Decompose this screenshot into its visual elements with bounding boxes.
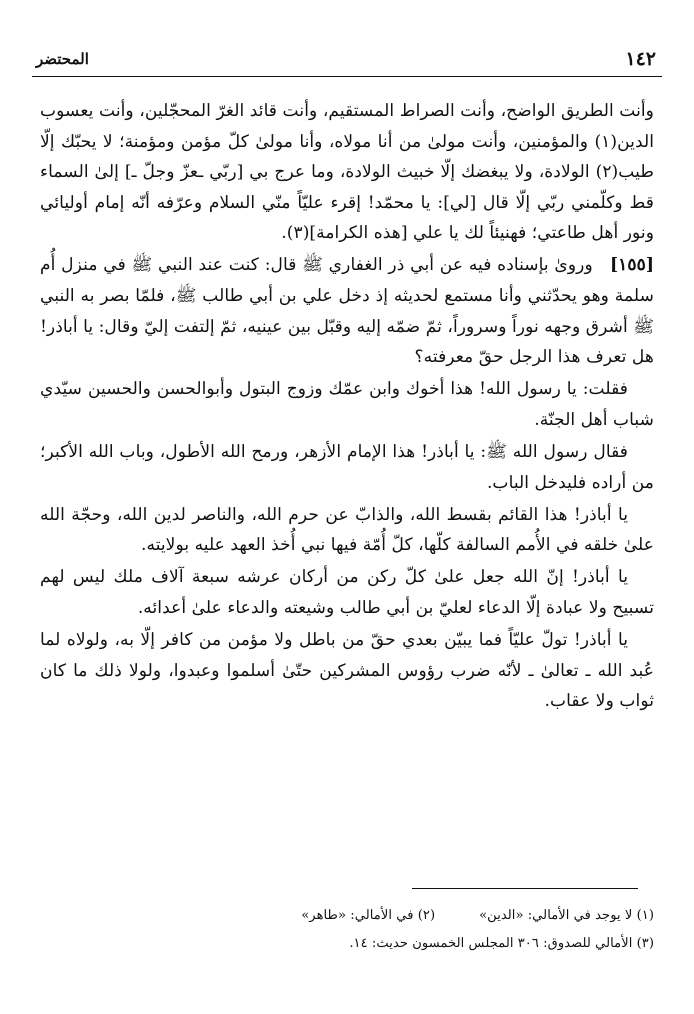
hadith-number: [١٥٥] <box>610 255 655 276</box>
footnote-1: (١) لا يوجد في الأمالي: «الدين» <box>479 908 654 923</box>
footnote-row <box>40 930 654 958</box>
footnote-row <box>40 902 654 930</box>
paragraph: يا أباذر! إنّ الله جعل علىٰ كلّ ركن من أركان عرشه سبعة آلاف ملك ليس لهم تسبيح ولا عبادة إلّا الدعاء لعليّ بن أبي طالب وشيعته والدعاء علىٰ أعدائه. <box>40 567 654 618</box>
paragraph: يا أباذر! تولّ عليّاً فما يبيّن بعدي حقّ من باطل ولا مؤمن من كافر إلّا به، ولولاه لما عُبد الله ـ تعالىٰ ـ لأنّه ضرب رؤوس المشركين حتّىٰ أسلموا وعبدوا، ولولا ذلك ما كان ثواب ولا عقاب. <box>40 630 654 712</box>
page-header <box>32 40 662 76</box>
paragraph: فقال رسول الله ﷺ: يا أباذر! هذا الإمام الأزهر، ورمح الله الأطول، وباب الله الأكبر؛ من أراده فليدخل الباب. <box>40 442 654 493</box>
footnote-divider <box>412 888 638 889</box>
paragraph-text: وروىٰ بإسناده فيه عن أبي ذر الغفاري ﷺ قال: كنت عند النبي ﷺ في منزل أُم سلمة وهو يحدّثني وأنا مستمع لحديثه إذ دخل علي بن أبي طالب ﷺ، فلمّا بصر به النبي ﷺ أشرق وجهه نوراً وسروراً، ثمّ ضمّه إليه وقبّل بين عينيه، ثمّ إلتفت إليّ وقال: يا أباذر! هل تعرف هذا الرجل حقّ معرفته؟ <box>40 255 654 368</box>
main-text <box>40 96 654 718</box>
header-divider <box>32 76 662 77</box>
footnote-3: (٣) الأمالي للصدوق: ٣٠٦ المجلس الخمسون حديث: ١٤. <box>349 936 654 951</box>
paragraph: يا أباذر! هذا القائم بقسط الله، والذابّ عن حرم الله، والناصر لدين الله، وحجّة الله علىٰ خلقه في الأُمم السالفة كلّها، كلّ أُمّة فيها نبي أُخذ العهد عليه بولايته. <box>40 504 654 556</box>
footnote-2: (٢) في الأمالي: «طاهر» <box>301 908 436 923</box>
running-title: المحتضر <box>36 50 89 68</box>
hadith-paragraph <box>40 250 654 372</box>
paragraph: وأنت الطريق الواضح، وأنت الصراط المستقيم، وأنت قائد الغرّ المحجّلين، وأنت يعسوب الدين(١) والمؤمنين، وأنت مولىٰ من أنا مولاه، وأنا مولىٰ كلّ مؤمن ومؤمنة؛ لا يحبّك إلّا طيب(٢) الولادة، ولا يبغضك إلّا خبيث الولادة، وما عرج بي [ربّي ـعزّ وجلّ ـ] إلىٰ السماء قط وكلّمني ربّي إلّا قال [لي]: يا محمّد! إقرء عليّاً منّي السلام وعرّفه أنّه إمام أوليائي ونور أهل طاعتي؛ فهنيئاً لك يا علي [هذه الكرامة](٣). <box>40 101 654 244</box>
paragraph: فقلت: يا رسول الله! هذا أخوك وابن عمّك وزوج البتول وأبوالحسن والحسين سيّدي شباب أهل الجنّة. <box>40 379 654 430</box>
page-number: ١٤٢ <box>625 48 656 70</box>
footnotes <box>40 902 654 958</box>
